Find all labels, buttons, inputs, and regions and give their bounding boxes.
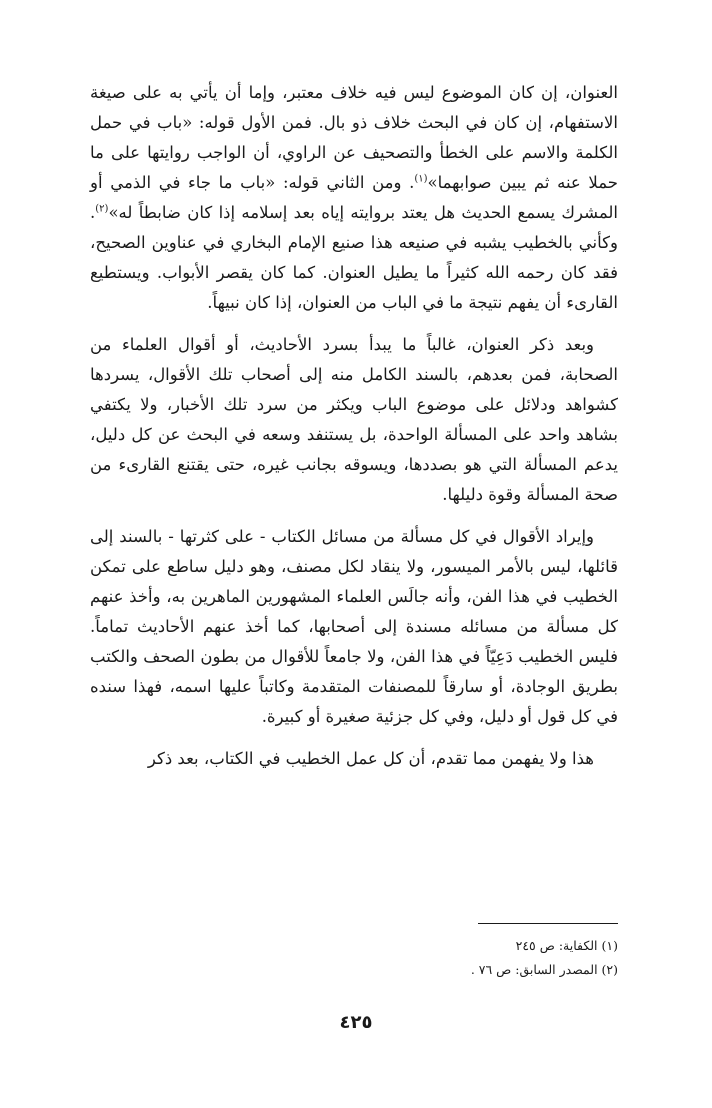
paragraph-1-text-c: . وكأني بالخطيب يشبه في صنيعه هذا صنيع الإمام البخاري في عناوين الصحيح، فقد كان رحمه الله كثيراً ما يطيل العنوان. كما كان يقصر الأبواب. ويستطيع القارىء أن يفهم نتيجة ما في الباب من العنوان، إذا كان نبيهاً. [90,203,618,312]
paragraph-4: هذا ولا يفهمن مما تقدم، أن كل عمل الخطيب في الكتاب، بعد ذكر [147,749,594,768]
footnotes [300,934,618,982]
footnote-ref-2: (٢) [95,203,109,215]
paragraph-1 [90,78,618,318]
main-text [90,78,618,786]
paragraph-1-text-a: العنوان، إن كان الموضوع ليس فيه خلاف معتبر، وإما أن يأتي به على صيغة الاستفهام، إن كان في البحث خلاف ذو بال. فمن الأول قوله: «باب في حمل الكلمة والاسم على الخطأ والتصحيف عن الراوي، أن الواجب روايتها على ما حملا عنه ثم يبين صوابهما» [90,83,618,192]
footnote-2: (٢) المصدر السابق: ص ٧٦ . [470,962,618,977]
footnote-separator [478,923,618,924]
footnote-1: (١) الكفاية: ص ٢٤٥ [515,938,618,953]
paragraph-2: وبعد ذكر العنوان، غالباً ما يبدأ بسرد الأحاديث، أو أقوال العلماء من الصحابة، فمن بعدهم، بالسند الكامل منه إلى أصحاب تلك الأقوال، يسردها كشواهد ودلائل على موضوع الباب ويكثر من سرد تلك الأخبار، ولا يكتفي بشاهد واحد على المسألة الواحدة، بل يستنفد وسعه في البحث عن كل دليل، يدعم المسألة التي هو بصددها، ويسوقه بجانب غيره، حتى يقتنع القارىء من صحة المسألة وقوة دليلها. [90,335,618,504]
paragraph-1-text-b: . ومن الثاني قوله: «باب ما جاء في الذمي أو المشرك يسمع الحديث هل يعتد بروايته إياه بعد إسلامه إذا كان ضابطاً له» [90,173,618,222]
page-number: ٤٢٥ [339,1012,373,1033]
paragraph-3: وإيراد الأقوال في كل مسألة من مسائل الكتاب - على كثرتها - بالسند إلى قائلها، ليس بالأمر الميسور، ولا ينقاد لكل مصنف، وهو دليل ساطع على تمكن الخطيب في هذا الفن، وأنه جالَس العلماء المشهورين الماهرين به، وأخذ عنهم كل مسألة من مسائله مسندة إلى أصحابها، كما أخذ عنهم الأحاديث تماماً. فليس الخطيب دَعِيّاً في هذا الفن، ولا جامعاً للأقوال من بطون الصحف والكتب بطريق الوجادة، أو سارقاً للمصنفات المتقدمة وكاتباً عليها اسمه، فهذا سنده في كل قول أو دليل، وفي كل جزئية صغيرة أو كبيرة. [90,527,618,726]
footnote-ref-1: (١) [414,173,428,185]
